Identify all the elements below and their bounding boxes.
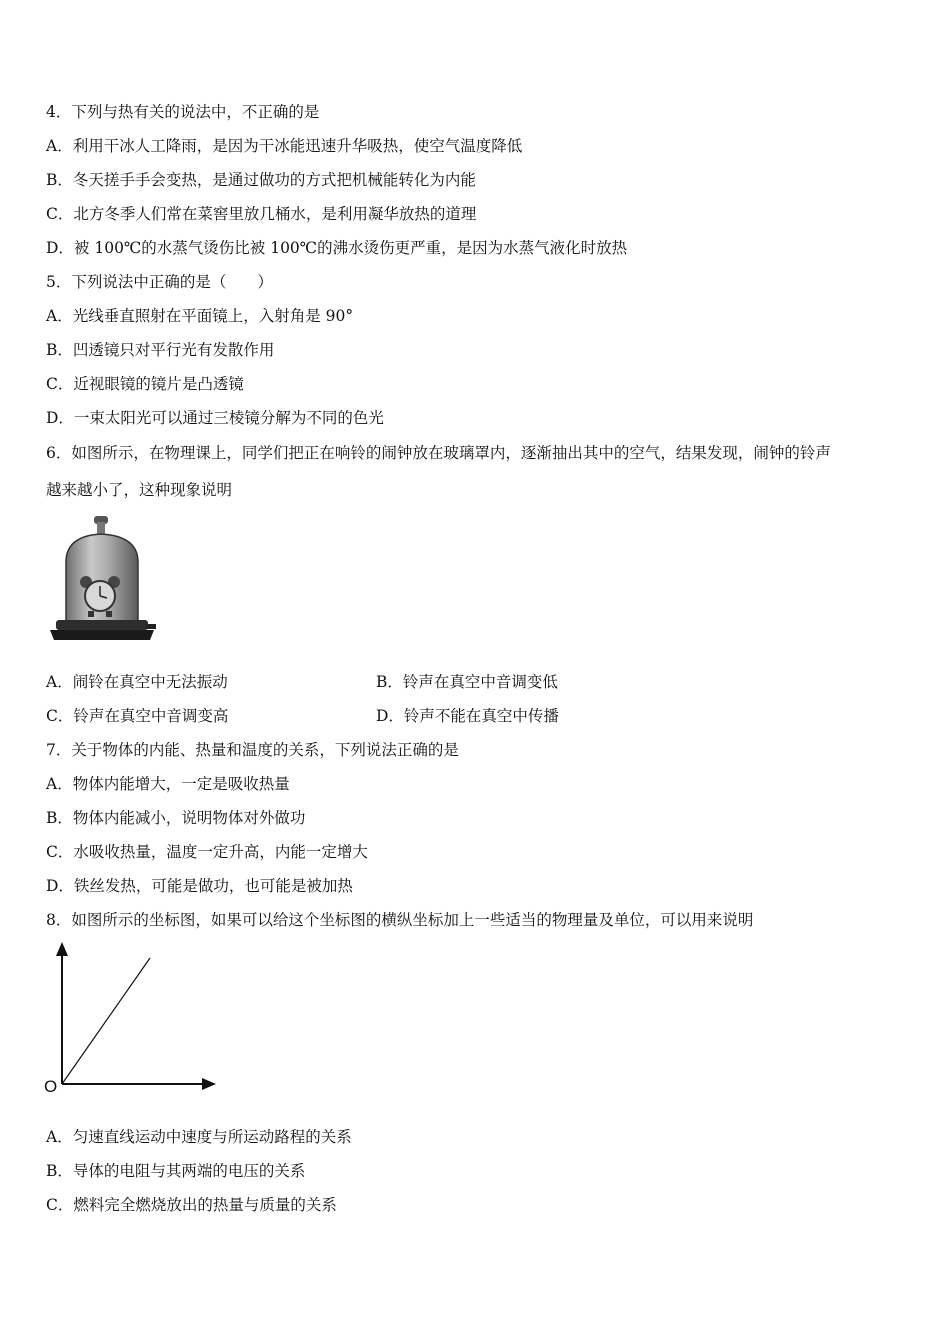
question-6-option-a: A．闹铃在真空中无法振动 (46, 673, 228, 691)
y-axis-arrow (56, 942, 68, 956)
question-4-option-a: A．利用干冰人工降雨，是因为干冰能迅速升华吸热，使空气温度降低 (46, 137, 523, 155)
question-8-option-c: C．燃料完全燃烧放出的热量与质量的关系 (46, 1196, 337, 1214)
question-5-option-d: D．一束太阳光可以通过三棱镜分解为不同的色光 (46, 409, 384, 427)
question-7-option-d: D．铁丝发热，可能是做功，也可能是被加热 (46, 877, 353, 895)
bell-jar-illustration (46, 512, 158, 648)
question-4-option-d: D．被 100℃的水蒸气烫伤比被 100℃的沸水烫伤更严重，是因为水蒸气液化时放热 (46, 239, 628, 257)
question-5-option-b: B．凹透镜只对平行光有发散作用 (46, 341, 275, 359)
question-8-stem: 8．如图所示的坐标图，如果可以给这个坐标图的横纵坐标加上一些适当的物理量及单位，可以用来说明 (46, 911, 754, 929)
question-5-option-c: C．近视眼镜的镜片是凸透镜 (46, 375, 244, 393)
question-5-option-a: A．光线垂直照射在平面镜上，入射角是 90° (46, 307, 354, 325)
question-7-option-b: B．物体内能减小，说明物体对外做功 (46, 809, 306, 827)
question-4-stem: 4．下列与热有关的说法中，不正确的是 (46, 103, 320, 121)
question-6-stem-line2: 越来越小了，这种现象说明 (46, 481, 233, 499)
question-5-stem: 5．下列说法中正确的是（ ） (46, 273, 273, 291)
bell-jar-figure (46, 512, 158, 648)
coordinate-graph-svg (40, 938, 220, 1098)
origin-label: O (44, 1077, 58, 1096)
question-8-option-b: B．导体的电阻与其两端的电压的关系 (46, 1162, 306, 1180)
coordinate-graph (40, 938, 220, 1098)
question-6-stem-line1: 6．如图所示，在物理课上，同学们把正在响铃的闹钟放在玻璃罩内，逐渐抽出其中的空气，结果发现，闹钟的铃声 (46, 444, 831, 462)
x-axis-arrow (202, 1078, 216, 1090)
question-4-option-c: C．北方冬季人们常在菜窖里放几桶水，是利用凝华放热的道理 (46, 205, 477, 223)
question-4-option-b: B．冬天搓手手会变热，是通过做功的方式把机械能转化为内能 (46, 171, 476, 189)
question-6-option-d: D．铃声不能在真空中传播 (376, 707, 559, 725)
question-7-option-a: A．物体内能增大，一定是吸收热量 (46, 775, 290, 793)
question-7-stem: 7．关于物体的内能、热量和温度的关系，下列说法正确的是 (46, 741, 459, 759)
question-7-option-c: C．水吸收热量，温度一定升高，内能一定增大 (46, 843, 368, 861)
question-6-option-b: B．铃声在真空中音调变低 (376, 673, 558, 691)
question-6-option-c: C．铃声在真空中音调变高 (46, 707, 229, 725)
question-8-option-a: A．匀速直线运动中速度与所运动路程的关系 (46, 1128, 352, 1146)
proportional-line (62, 958, 150, 1084)
